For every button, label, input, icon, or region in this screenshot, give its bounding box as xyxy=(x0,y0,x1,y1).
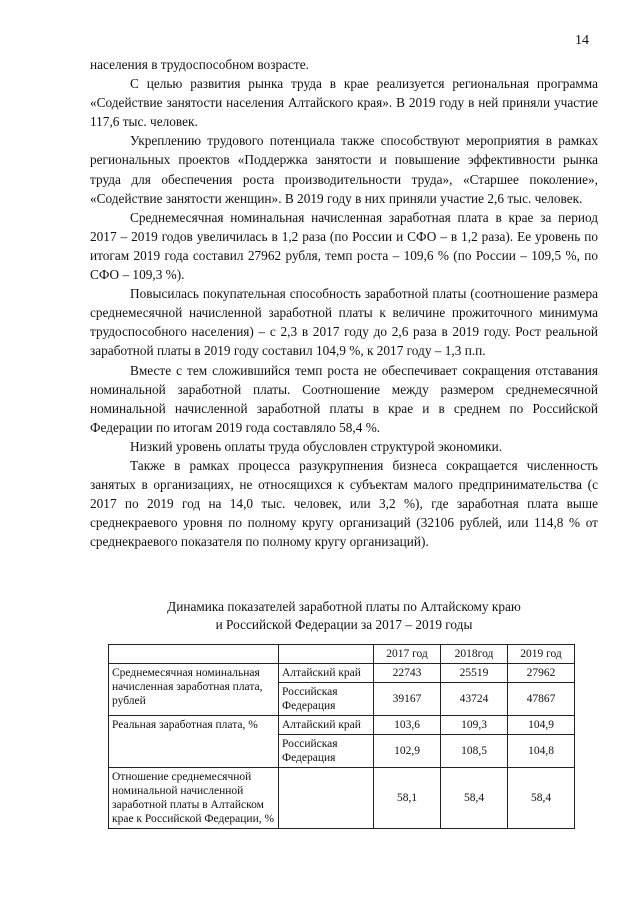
indicator-cell: Отношение среднемесячной номинальной начисленной заработной платы в Алтайском крае к Российской Федерации, % xyxy=(109,768,279,829)
value-cell: 27962 xyxy=(508,664,575,683)
region-cell: Российская Федерация xyxy=(279,683,374,716)
paragraph: Также в рамках процесса разукрупнения бизнеса сокращается численность занятых в организациях, не относящихся к субъектам малого предпринимательства (с 2017 по 2019 год на 14,0 тыс. человек, или 3,2 %), где заработная плата выше среднекраевого уровня по полному кругу организаций (32106 рублей, или 114,8 % от среднекраевого показателя по полному кругу организаций). xyxy=(90,457,598,550)
paragraph: населения в трудоспособном возрасте. xyxy=(90,57,309,72)
paragraph: Повысилась покупательная способность заработной платы (соотношение размера среднемесячной начисленной заработной платы к величине прожиточного минимума трудоспособного населения) – с 2,3 в 2017 году до 2,6 раза в 2019 году. Рост реальной заработной платы в 2019 году составил 104,9 %, к 2017 году – 1,3 п.п. xyxy=(90,286,598,359)
value-cell: 58,1 xyxy=(374,768,441,829)
table-row xyxy=(109,768,575,829)
header-cell: 2019 год xyxy=(508,645,575,664)
table-caption-line: и Российской Федерации за 2017 – 2019 годы xyxy=(215,617,473,632)
value-cell: 47867 xyxy=(508,683,575,716)
value-cell: 102,9 xyxy=(374,735,441,768)
table-caption-line: Динамика показателей заработной платы по Алтайскому краю xyxy=(167,599,521,614)
value-cell: 22743 xyxy=(374,664,441,683)
region-cell: Алтайский край xyxy=(279,716,374,735)
header-cell xyxy=(109,645,279,664)
region-cell: Российская Федерация xyxy=(279,735,374,768)
value-cell: 108,5 xyxy=(441,735,508,768)
value-cell: 25519 xyxy=(441,664,508,683)
table-caption xyxy=(90,598,598,634)
table-row xyxy=(109,664,575,683)
paragraph: Укреплению трудового потенциала также способствуют мероприятия в рамках региональных проектов «Поддержка занятости и повышение эффективности рынка труда для обеспечения роста производительности труда», «Старшее поколение», «Содействие занятости женщин». В 2019 году в них приняли участие 2,6 тыс. человек. xyxy=(90,133,598,206)
header-cell xyxy=(279,645,374,664)
value-cell: 103,6 xyxy=(374,716,441,735)
paragraph: Вместе с тем сложившийся темп роста не обеспечивает сокращения отставания номинальной заработной платы. Соотношение между размером среднемесячной номинальной начисленной заработной платы в крае и в среднем по Российской Федерации по итогам 2019 года составляло 58,4 %. xyxy=(90,362,598,435)
indicator-cell: Среднемесячная номинальная начисленная заработная плата, рублей xyxy=(109,664,279,716)
body-text xyxy=(90,55,598,551)
indicator-cell: Реальная заработная плата, % xyxy=(109,716,279,768)
header-cell: 2018год xyxy=(441,645,508,664)
value-cell: 43724 xyxy=(441,683,508,716)
paragraph: С целью развития рынка труда в крае реализуется региональная программа «Содействие занятости населения Алтайского края». В 2019 году в ней приняли участие 117,6 тыс. человек. xyxy=(90,76,598,130)
region-cell: Алтайский край xyxy=(279,664,374,683)
table-header-row xyxy=(109,645,575,664)
value-cell: 58,4 xyxy=(508,768,575,829)
value-cell: 104,8 xyxy=(508,735,575,768)
value-cell: 104,9 xyxy=(508,716,575,735)
paragraph: Низкий уровень оплаты труда обусловлен структурой экономики. xyxy=(130,438,503,454)
value-cell: 58,4 xyxy=(441,768,508,829)
value-cell: 109,3 xyxy=(441,716,508,735)
table-row xyxy=(109,716,575,735)
header-cell: 2017 год xyxy=(374,645,441,664)
paragraph: Среднемесячная номинальная начисленная заработная плата в крае за период 2017 – 2019 годов увеличилась в 1,2 раза (по России и СФО – в 1,2 раза). Ее уровень по итогам 2019 года составил 27962 рубля, темп роста – 109,6 % (по России – 109,5 %, по СФО – 109,3 %). xyxy=(90,209,598,283)
salary-table xyxy=(108,644,575,829)
region-cell xyxy=(279,768,374,829)
page-number: 14 xyxy=(575,33,589,48)
value-cell: 39167 xyxy=(374,683,441,716)
